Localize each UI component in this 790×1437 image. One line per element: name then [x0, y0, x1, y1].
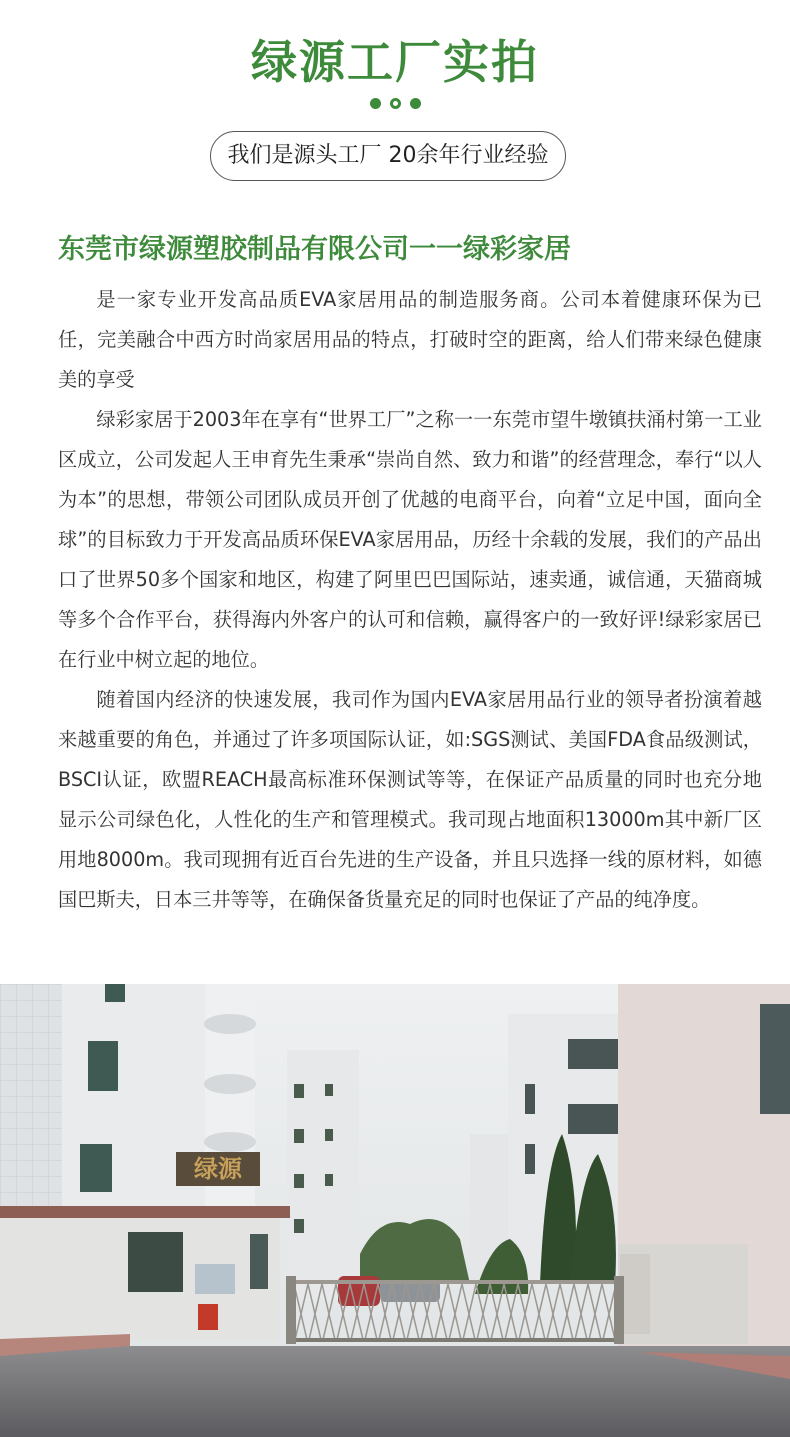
factory-sign-text: 绿源	[194, 1154, 242, 1183]
factory-gate-illustration	[0, 984, 790, 1437]
page-title: 绿源工厂实拍	[251, 35, 539, 89]
section-header	[0, 0, 790, 200]
intro-paragraph-1: 是一家专业开发高品质EVA家居用品的制造服务商。公司本着健康环保为已任，完美融合中西方时尚家居用品的特点，打破时空的距离，给人们带来绿色健康美的享受	[58, 288, 762, 391]
intro-paragraph-3: 随着国内经济的快速发展，我司作为国内EVA家居用品行业的领导者扮演着越来越重要的角色，并通过了许多项国际认证，如:SGS测试、美国FDA食品级测试，BSCI认证，欧盟REACH最高标准环保测试等等，在保证产品质量的同时也充分地显示公司绿色化，人性化的生产和管理模式。我司现占地面积13000m其中新厂区用地8000m。我司现拥有近百台先进的生产设备，并且只选择一线的原材料，如德国巴斯夫，日本三井等等，在确保备货量充足的同时也保证了产品的纯净度。	[58, 688, 762, 911]
company-name: 东莞市绿源塑胶制品有限公司一一绿彩家居	[58, 234, 571, 265]
ring-dot-icon	[390, 98, 401, 109]
intro-paragraph-2: 绿彩家居于2003年在享有“世界工厂”之称一一东莞市望牛墩镇扶涌村第一工业区成立，公司发起人王申育先生秉承“崇尚自然、致力和谐”的经营理念，奉行“以人为本”的思想，带领公司团队成员开创了优越的电商平台，向着“立足中国，面向全球”的目标致力于开发高品质环保EVA家居用品，历经十余载的发展，我们的产品出口了世界50多个国家和地区，构建了阿里巴巴国际站，速卖通，诚信通，天猫商城等多个合作平台，获得海内外客户的认可和信赖，赢得客户的一致好评!绿彩家居已在行业中树立起的地位。	[58, 408, 762, 671]
company-intro-text	[58, 280, 762, 920]
dot-icon	[410, 98, 421, 109]
factory-photo	[0, 984, 790, 1437]
subtitle-badge: 我们是源头工厂 20余年行业经验	[210, 131, 566, 181]
title-dots-decoration	[0, 98, 790, 109]
dot-icon	[370, 98, 381, 109]
